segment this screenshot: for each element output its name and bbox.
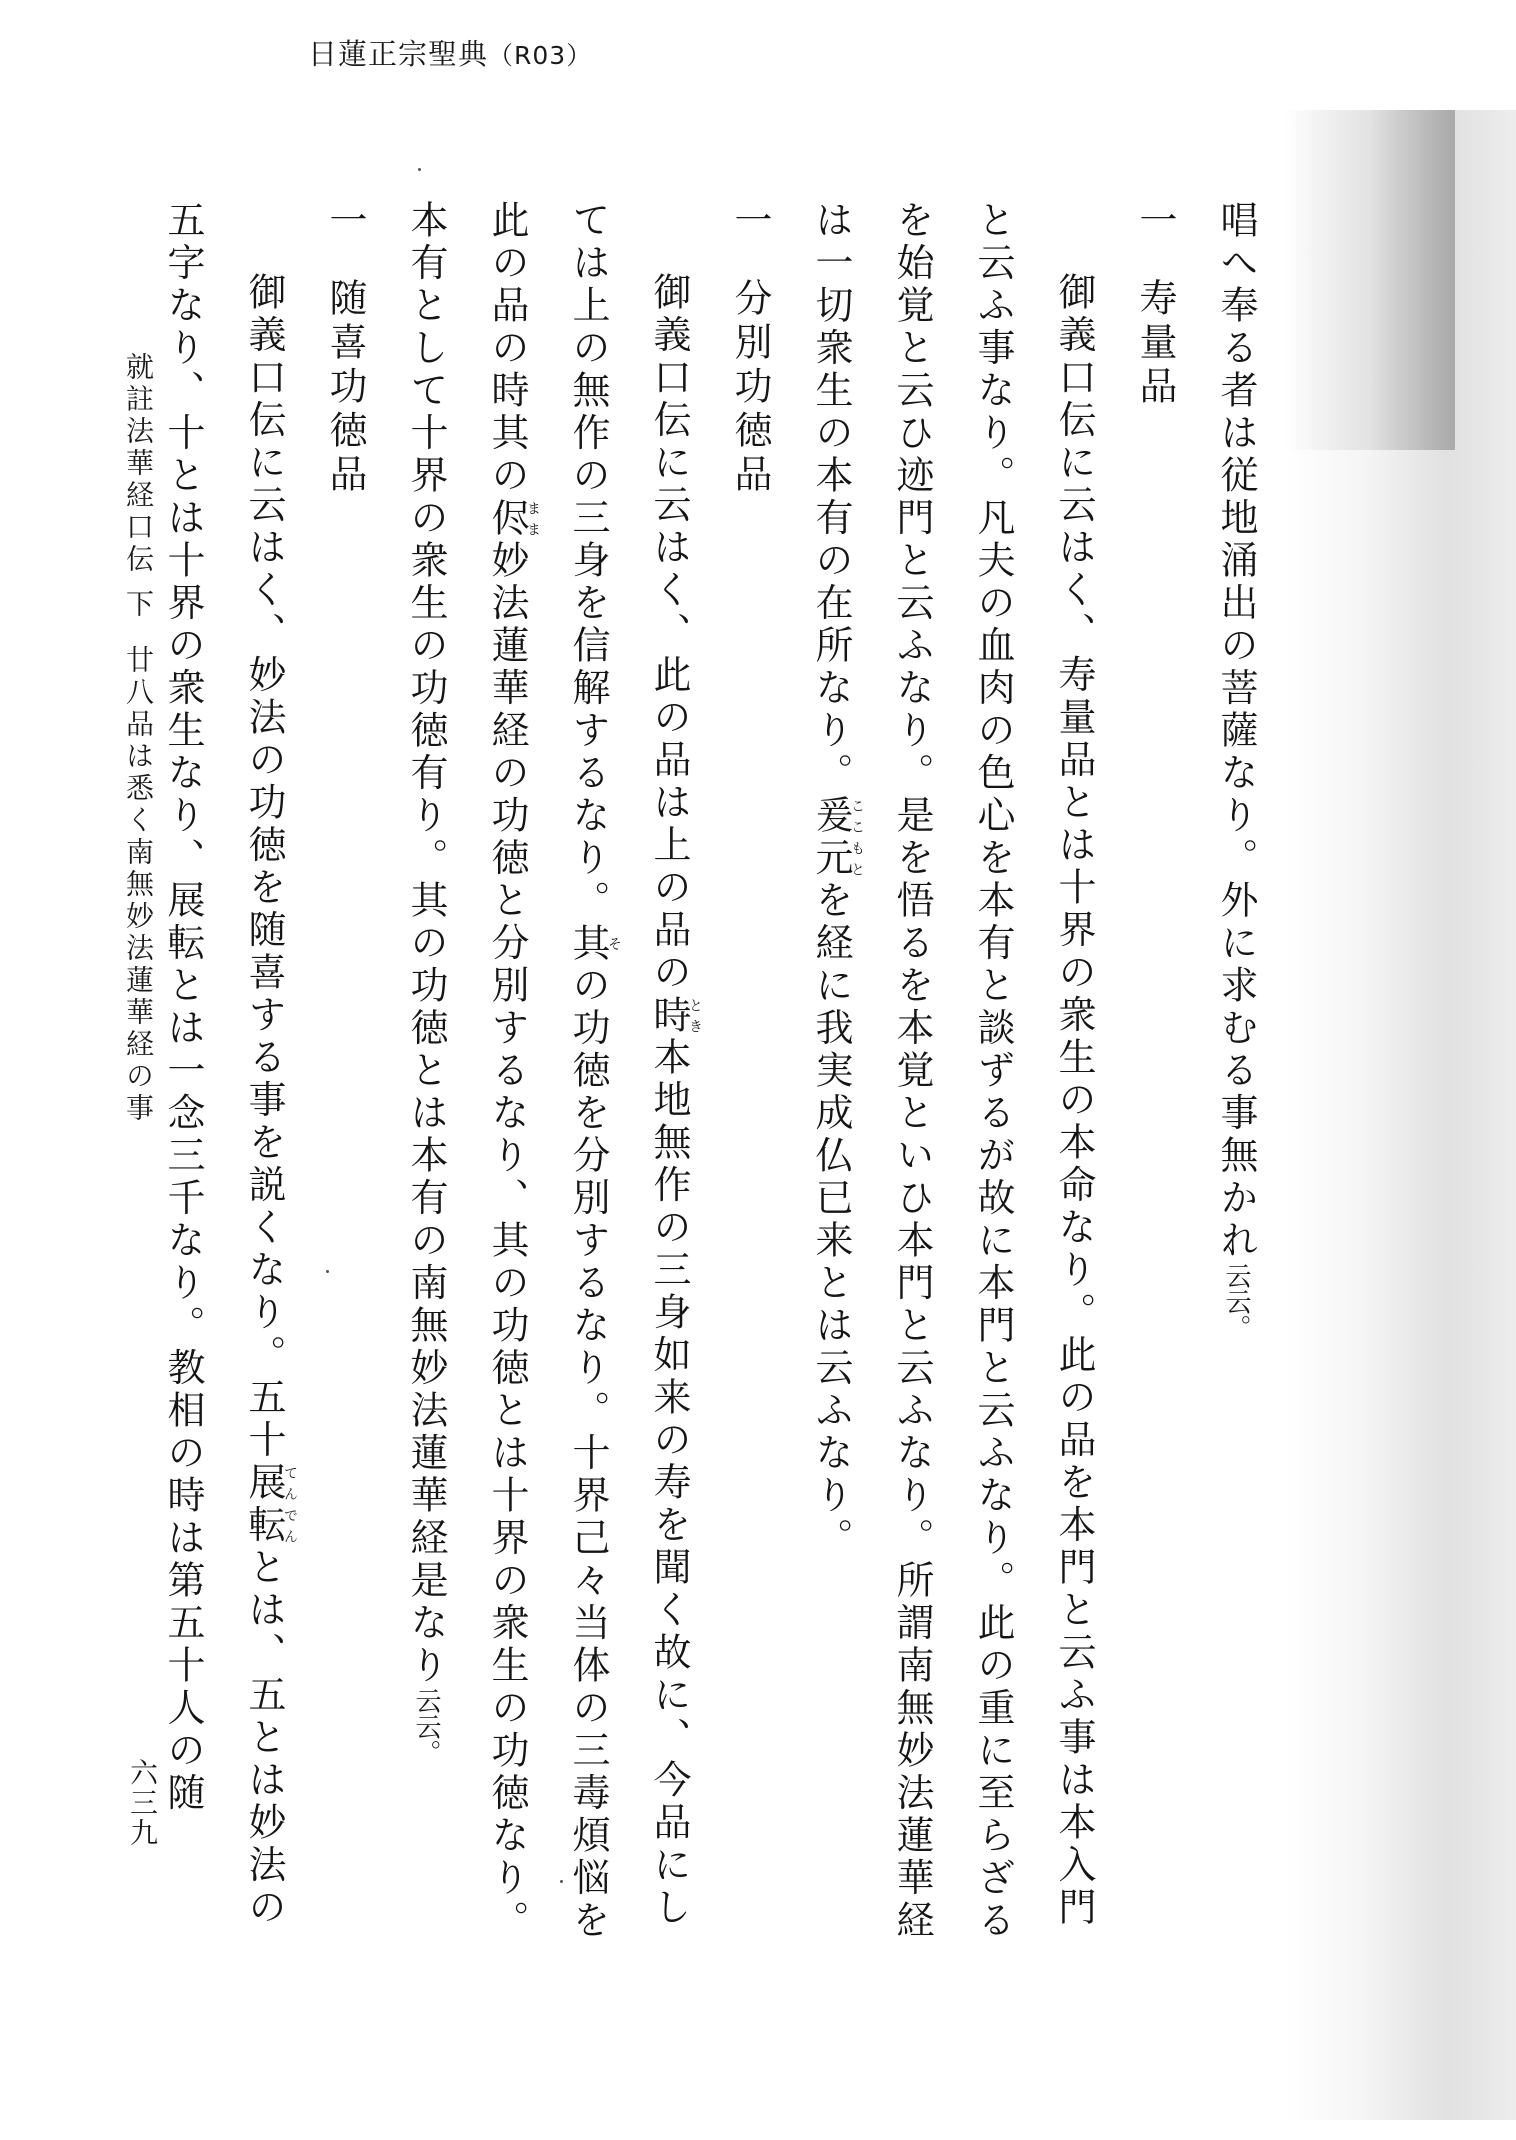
ruby-base: 其 — [566, 922, 610, 965]
ruby-base: 時 — [647, 994, 691, 1038]
section-title: 随喜功徳品 — [323, 278, 367, 498]
running-title-main: 就註法華経口伝 下 — [122, 352, 155, 621]
paragraph-text: 本地無作の三身如来の寿を聞く故に、今品にしては上の無作の三身を信解するなり。 — [566, 200, 691, 1930]
ruby-annotation: そ — [606, 922, 622, 965]
section-title: 寿量品 — [1133, 278, 1177, 410]
ruby-toki — [647, 994, 703, 1038]
paragraph-text: 御義口伝に云はく、妙法の功徳を随喜する事を説くなり。五十 — [242, 272, 286, 1463]
intro-line: 唱へ奉る者は従地涌出の菩薩なり。外に求むる事無かれ — [1214, 200, 1258, 1263]
header-code: （R03） — [488, 41, 593, 70]
ruby-so — [566, 922, 622, 966]
paragraph-text: 御義口伝に云はく、寿量品とは十界の衆生の本命なり。此の品を本門と云ふ事は本入門と云ふ事なり。凡夫の血肉の色心を本有と談ずるが故に本門と云ふなり。此の重に至らざるを始覚と云ひ迹門と云ふなり。是を悟るを本覚といひ本門と云ふなり。所謂南無妙法蓮華経は一切衆生の本有の在所なり。 — [809, 200, 1096, 1943]
scan-band — [1285, 110, 1455, 450]
scan-speck — [560, 1880, 563, 1883]
paragraph-text: を経に我実成仏已来とは云ふなり。 — [809, 880, 853, 1560]
section-body-funbetsu — [385, 200, 709, 1960]
ruby-annotation: てんでん — [282, 1462, 298, 1548]
page-header — [308, 32, 592, 73]
running-title — [118, 352, 158, 1125]
ruby-base: 展転 — [242, 1462, 286, 1548]
scan-speck — [418, 168, 421, 171]
section-title: 分別功徳品 — [728, 278, 772, 498]
paragraph-text: 御義口伝に云はく、此の品は上の品の — [647, 272, 691, 995]
section-body-juryohon — [790, 200, 1114, 1960]
ruby-tenden — [242, 1462, 298, 1548]
paragraph-text: とは、五とは妙法の五字なり、十とは十界の衆生なり、展転とは一念三千なり。教相の時は第五十人の随 — [161, 200, 286, 1930]
scan-speck — [326, 1270, 329, 1273]
ruby-mama — [485, 497, 541, 541]
section-heading-zuiki — [304, 200, 385, 1960]
intro-end: 云云。 — [1221, 1262, 1251, 1341]
page-number: 六三九 — [126, 1758, 159, 1848]
ruby-base: 爰元 — [809, 795, 853, 880]
ruby-annotation: ここもと — [849, 795, 865, 880]
ruby-annotation: まま — [525, 497, 541, 540]
paragraph-text: の功徳を分別するなり。十界己々当体の三毒煩悩を此の品の時其の — [485, 200, 610, 1943]
paragraph-text: 妙法蓮華経の功徳と分別するなり、其の功徳とは十界の衆生の功徳なり。本有として十界の衆生の功徳有り。其の功徳とは本有の南無妙法蓮華経是なり — [404, 200, 529, 1943]
header-title: 日蓮正宗聖典 — [308, 37, 489, 71]
ruby-kokomoto — [809, 795, 865, 880]
section-body-zuiki — [142, 200, 304, 1960]
running-title-sub: 廿八品は悉く南無妙法蓮華経の事 — [122, 644, 155, 1125]
section-heading-funbetsu — [709, 200, 790, 1960]
ruby-base: 侭 — [485, 497, 529, 540]
ruby-annotation: とき — [687, 994, 703, 1038]
unun-mark: 云云。 — [411, 1687, 441, 1766]
section-heading-juryohon — [1114, 200, 1195, 1960]
section-dash: 一 — [323, 200, 367, 244]
intro-paragraph — [1195, 200, 1276, 1960]
section-dash: 一 — [728, 200, 772, 244]
main-text — [142, 200, 1276, 1960]
section-dash: 一 — [1133, 200, 1177, 244]
